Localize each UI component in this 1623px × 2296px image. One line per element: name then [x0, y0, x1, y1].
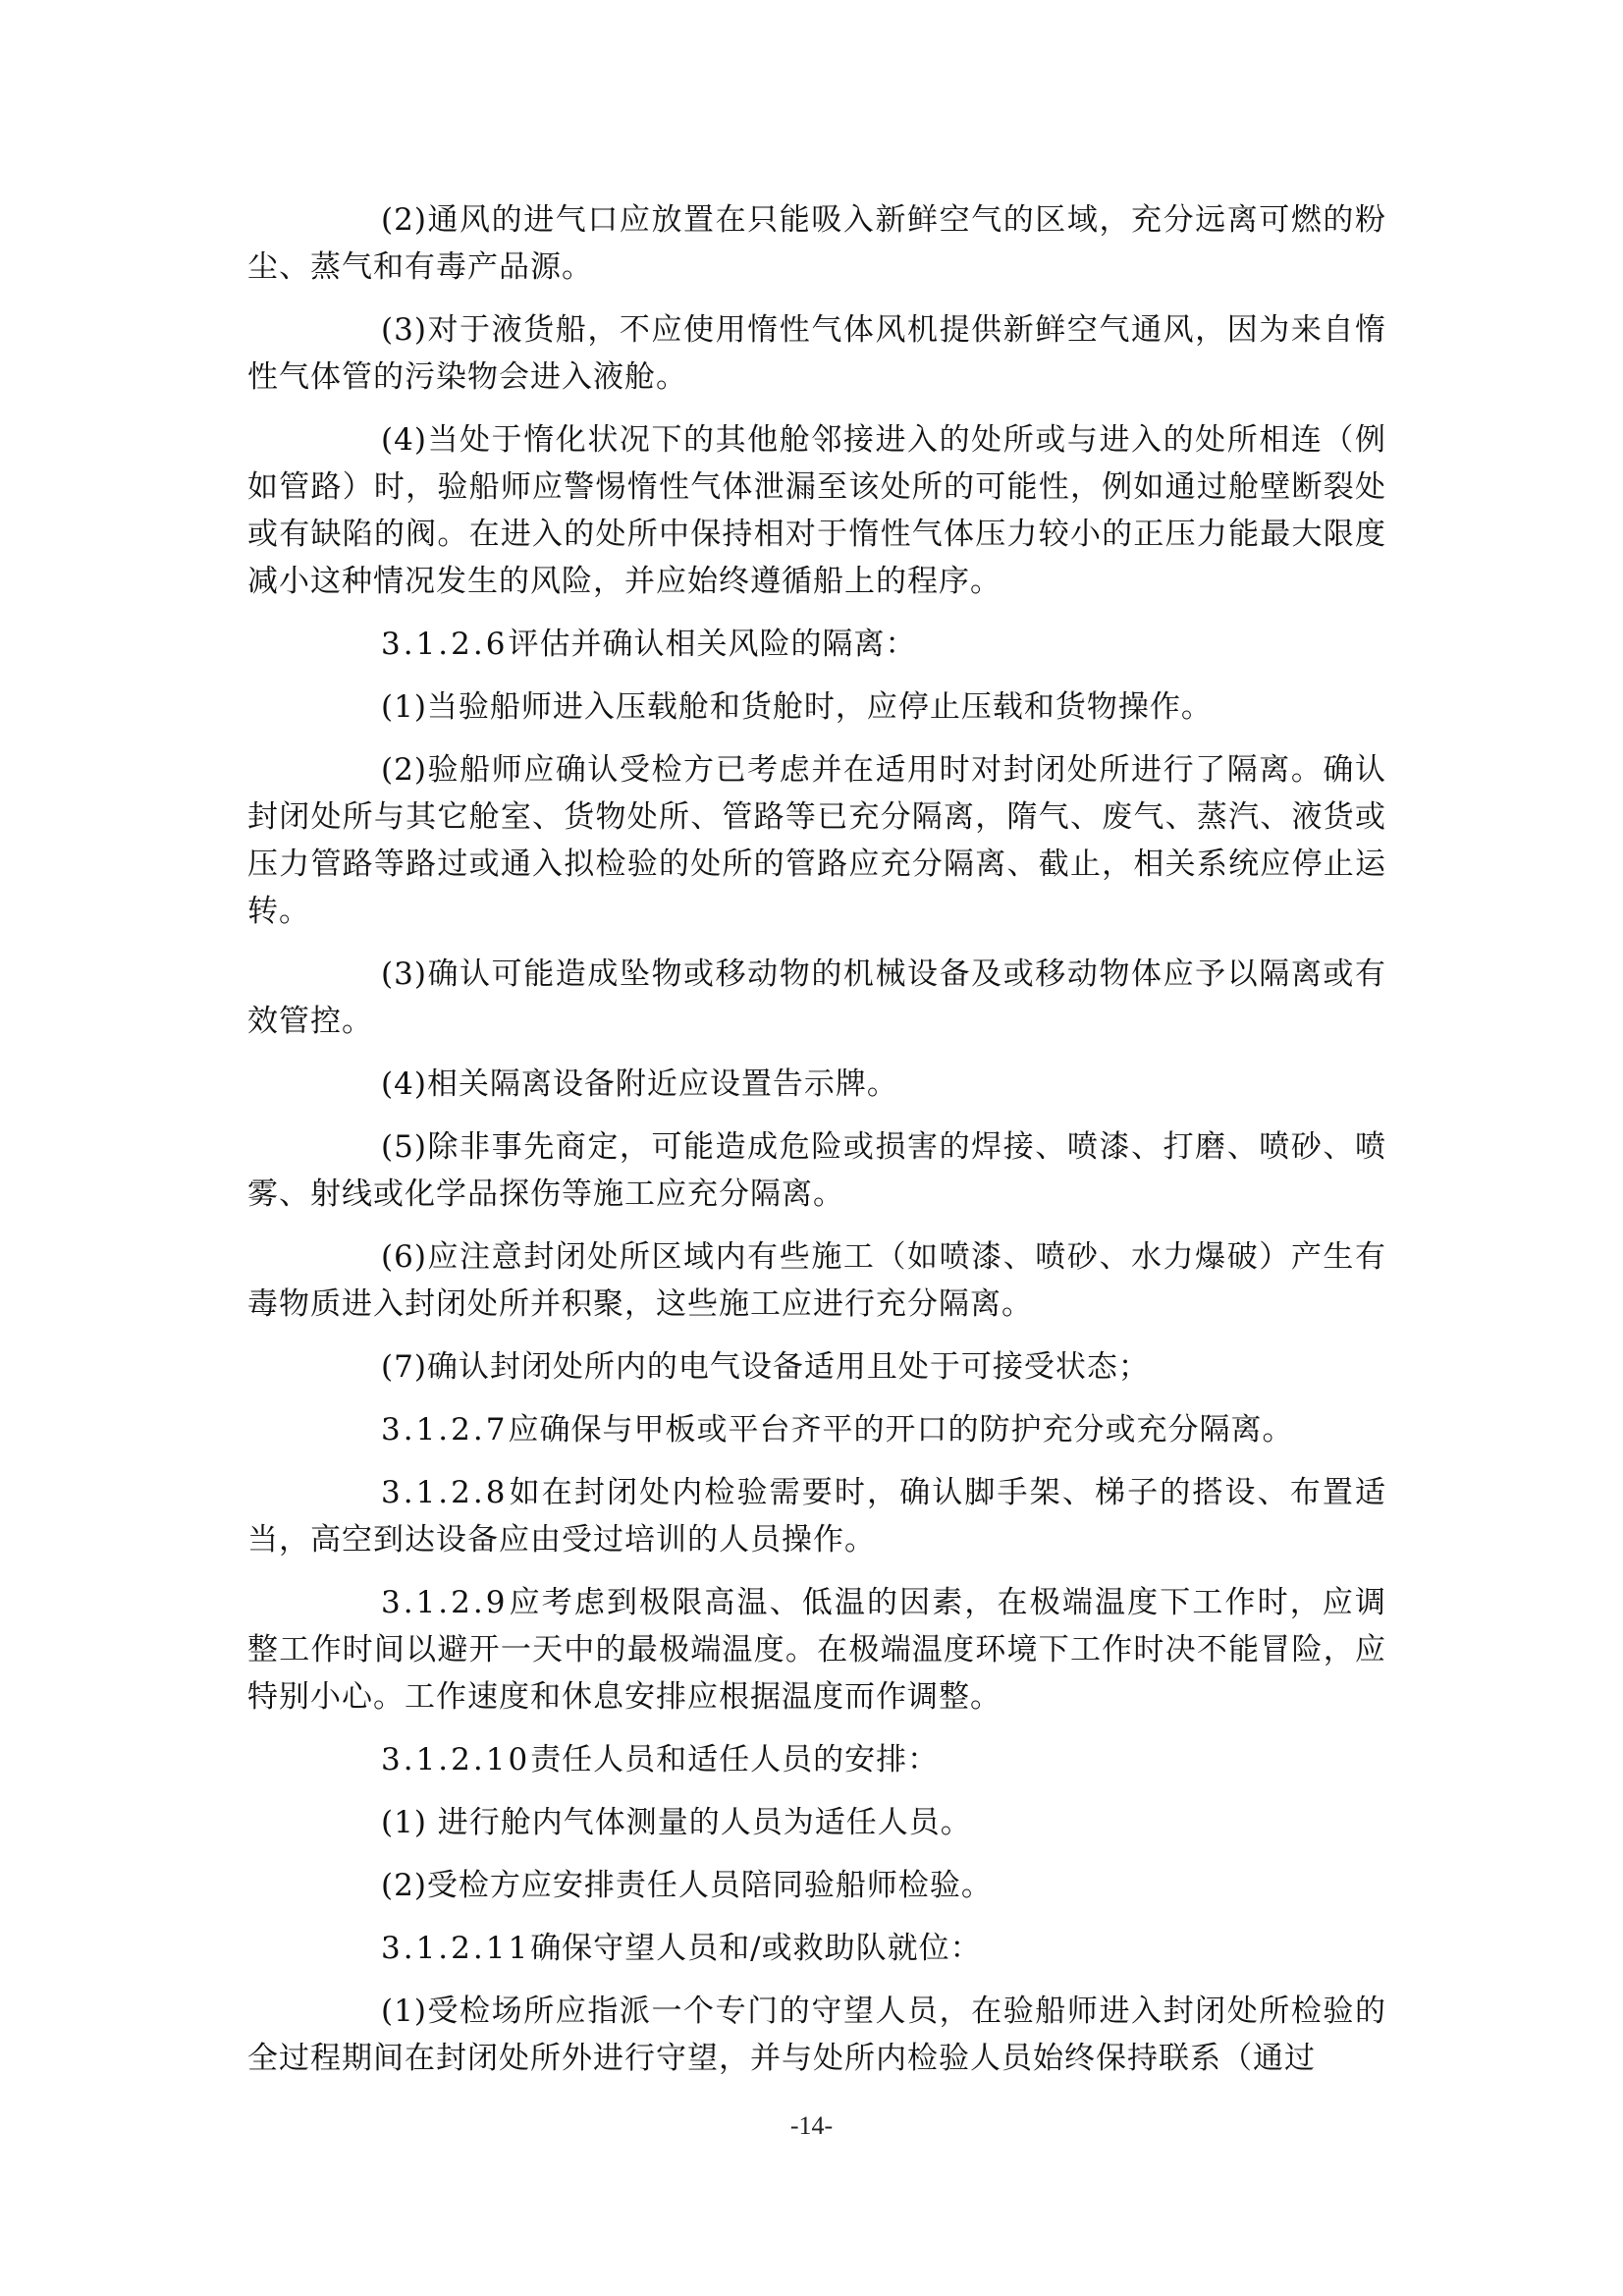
list-item [247, 1233, 1386, 1328]
section-text: 确保守望人员和/或救助队就位： [530, 1931, 982, 1966]
item-number: (1) [381, 689, 427, 725]
item-number: (1) [381, 1994, 427, 2029]
item-number: (3) [381, 957, 427, 992]
item-text: 当验船师进入压载舱和货舱时，应停止压载和货物操作。 [426, 689, 1213, 725]
section-heading [247, 1469, 1386, 1563]
list-item [247, 1123, 1386, 1218]
section-heading [247, 1406, 1386, 1453]
page-body [247, 196, 1386, 2098]
item-text: 对于液货船，不应使用惰性气体风机提供新鲜空气通风，因为来自惰性气体管的污染物会进入液舱。 [247, 312, 1386, 395]
section-number: 3.1.2.7 [381, 1412, 509, 1448]
item-number: (7) [381, 1349, 427, 1385]
item-number: (4) [381, 1066, 427, 1102]
section-heading [247, 621, 1386, 668]
list-item [247, 1061, 1386, 1108]
item-text: 应注意封闭处所区域内有些施工（如喷漆、喷砂、水力爆破）产生有毒物质进入封闭处所并积聚，这些施工应进行充分隔离。 [247, 1239, 1386, 1322]
section-number: 3.1.2.8 [381, 1475, 509, 1510]
section-text: 评估并确认相关风险的隔离： [508, 627, 917, 662]
list-item [247, 1799, 1386, 1846]
item-text: 进行舱内气体测量的人员为适任人员。 [426, 1805, 972, 1840]
item-text: 相关隔离设备附近应设置告示牌。 [426, 1066, 898, 1102]
item-text: 验船师应确认受检方已考虑并在适用时对封闭处所进行了隔离。确认封闭处所与其它舱室、货物处所、管路等已充分隔离，隋气、废气、蒸汽、液货或压力管路等路过或通入拟检验的处所的管路应充分隔离、截止，相关系统应停止运转。 [247, 752, 1386, 929]
section-number: 3.1.2.10 [381, 1742, 531, 1777]
item-number: (2) [381, 1868, 427, 1903]
section-heading [247, 1736, 1386, 1783]
section-number: 3.1.2.6 [381, 627, 509, 662]
list-item [247, 951, 1386, 1045]
section-text: 如在封闭处内检验需要时，确认脚手架、梯子的搭设、布置适当，高空到达设备应由受过培训的人员操作。 [247, 1475, 1386, 1558]
section-heading [247, 1579, 1386, 1721]
section-text: 应确保与甲板或平台齐平的开口的防护充分或充分隔离。 [508, 1412, 1294, 1448]
list-item [247, 1343, 1386, 1391]
list-item [247, 306, 1386, 401]
section-text: 应考虑到极限高温、低温的因素，在极端温度下工作时，应调整工作时间以避开一天中的最极端温度。在极端温度环境下工作时决不能冒险，应特别小心。工作速度和休息安排应根据温度而作调整。 [247, 1585, 1386, 1715]
item-number: (1) [381, 1805, 427, 1840]
item-number: (2) [381, 202, 427, 238]
list-item [247, 1862, 1386, 1909]
item-text: 受检方应安排责任人员陪同验船师检验。 [426, 1868, 993, 1903]
list-item [247, 416, 1386, 605]
list-item [247, 683, 1386, 731]
item-number: (6) [381, 1239, 427, 1275]
section-number: 3.1.2.11 [381, 1931, 531, 1966]
item-number: (4) [381, 422, 427, 458]
item-number: (2) [381, 752, 427, 788]
section-number: 3.1.2.9 [381, 1585, 509, 1620]
item-text: 当处于惰化状况下的其他舱邻接进入的处所或与进入的处所相连（例如管路）时，验船师应警惕惰性气体泄漏至该处所的可能性，例如通过舱壁断裂处或有缺陷的阀。在进入的处所中保持相对于惰性气体压力较小的正压力能最大限度减小这种情况发生的风险，并应始终遵循船上的程序。 [247, 422, 1386, 599]
item-text: 通风的进气口应放置在只能吸入新鲜空气的区域，充分远离可燃的粉尘、蒸气和有毒产品源。 [247, 202, 1386, 285]
item-text: 确认封闭处所内的电气设备适用且处于可接受状态； [426, 1349, 1150, 1385]
item-text: 受检场所应指派一个专门的守望人员，在验船师进入封闭处所检验的全过程期间在封闭处所外进行守望，并与处所内检验人员始终保持联系（通过 [247, 1994, 1386, 2076]
list-item [247, 1988, 1386, 2082]
item-text: 除非事先商定，可能造成危险或损害的焊接、喷漆、打磨、喷砂、喷雾、射线或化学品探伤等施工应充分隔离。 [247, 1129, 1386, 1212]
section-heading [247, 1925, 1386, 1972]
page-number: -14- [789, 2111, 834, 2140]
list-item [247, 746, 1386, 935]
item-number: (3) [381, 312, 427, 348]
list-item [247, 196, 1386, 291]
section-text: 责任人员和适任人员的安排： [530, 1742, 940, 1777]
item-number: (5) [381, 1129, 427, 1165]
item-text: 确认可能造成坠物或移动物的机械设备及或移动物体应予以隔离或有效管控。 [247, 957, 1386, 1039]
